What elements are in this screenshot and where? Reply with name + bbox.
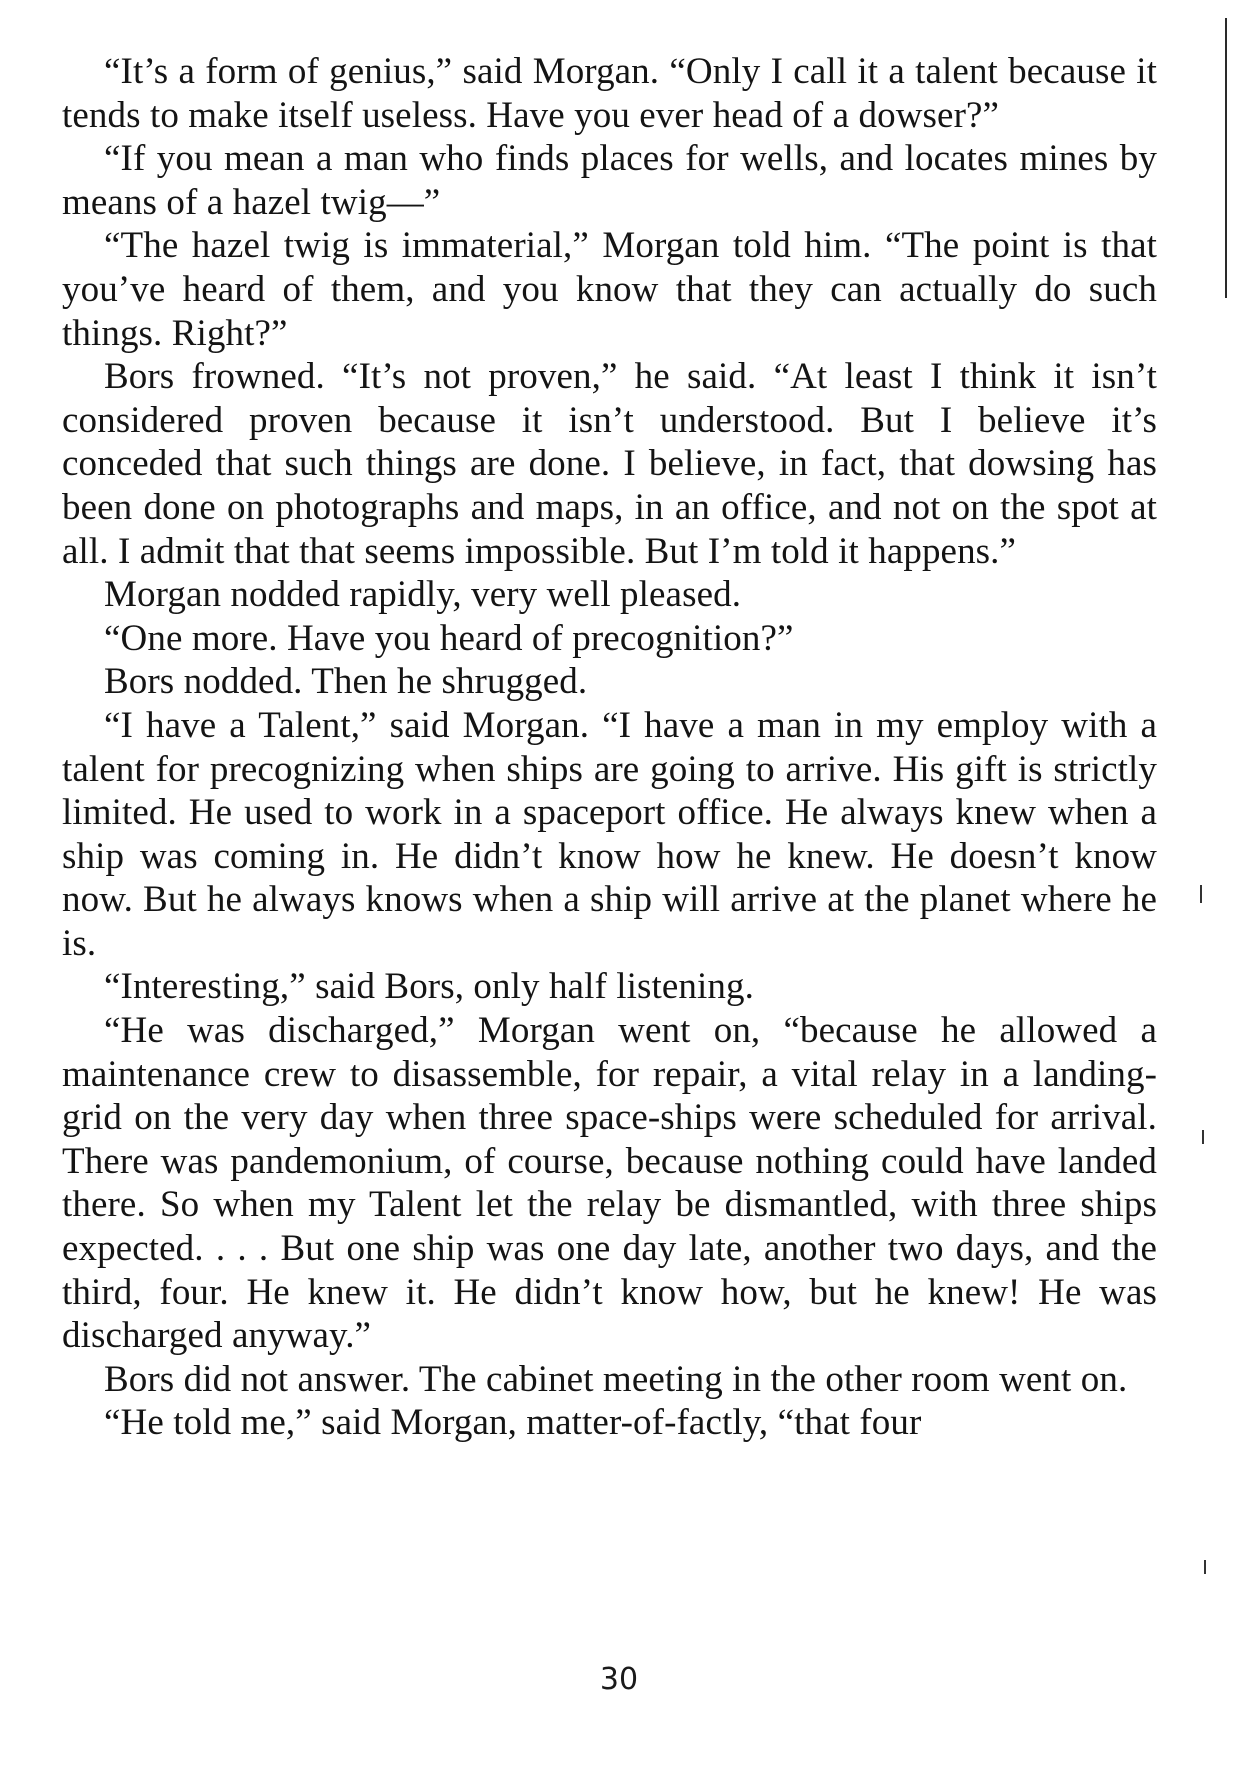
paragraph: “Interesting,” said Bors, only half listening. [104, 966, 754, 1008]
paragraph: Bors frowned. “It’s not proven,” he said. “At least I think it isn’t considered proven because it isn’t understood. But I believe it’s conceded that such things are done. I believe, in fact, that dowsing has been done on photographs and maps, in an office, and not on the spot at all. I admit that that seems impossible. But I’m told it happens.” [62, 356, 1157, 572]
paragraph: “It’s a form of genius,” said Morgan. “Only I call it a talent because it tends to make itself useless. Have you ever head of a dowser?” [62, 51, 1157, 136]
paragraph: Bors did not answer. The cabinet meeting in the other room went on. [104, 1358, 1128, 1400]
scan-edge-line [1225, 18, 1227, 298]
paragraph: “The hazel twig is immaterial,” Morgan told him. “The point is that you’ve heard of them, and you know that they can actually do such things. Right?” [62, 225, 1157, 354]
paragraph: “One more. Have you heard of precognition?” [104, 617, 794, 659]
paragraph: “I have a Talent,” said Morgan. “I have a man in my employ with a talent for precognizing when ships are going to arrive. His gift is strictly limited. He used to work in a spaceport office. He always knew when a ship was coming in. He didn’t know how he knew. He doesn’t know now. But he always knows when a ship will arrive at the planet where he is. [62, 704, 1157, 964]
scan-speck [1202, 1130, 1204, 1144]
page-number: 30 [599, 1662, 639, 1697]
paragraph: Morgan nodded rapidly, very well pleased. [104, 574, 742, 616]
body-text [62, 50, 1157, 1445]
paragraph: “If you mean a man who finds places for wells, and locates mines by means of a hazel twig—” [62, 138, 1157, 223]
scan-speck [1200, 885, 1202, 903]
paragraph: Bors nodded. Then he shrugged. [104, 661, 588, 703]
scan-speck [1204, 1560, 1206, 1574]
paragraph: “He was discharged,” Morgan went on, “because he allowed a maintenance crew to disassemble, for repair, a vital relay in a landing-grid on the very day when three space-ships were scheduled for arrival. There was pandemonium, of course, because nothing could have landed there. So when my Talent let the relay be dismantled, with three ships expected. . . . But one ship was one day late, another two days, and the third, four. He knew it. He didn’t know how, but he knew! He was discharged anyway.” [62, 1010, 1157, 1357]
paragraph: “He told me,” said Morgan, matter-of-factly, “that four [104, 1402, 922, 1444]
